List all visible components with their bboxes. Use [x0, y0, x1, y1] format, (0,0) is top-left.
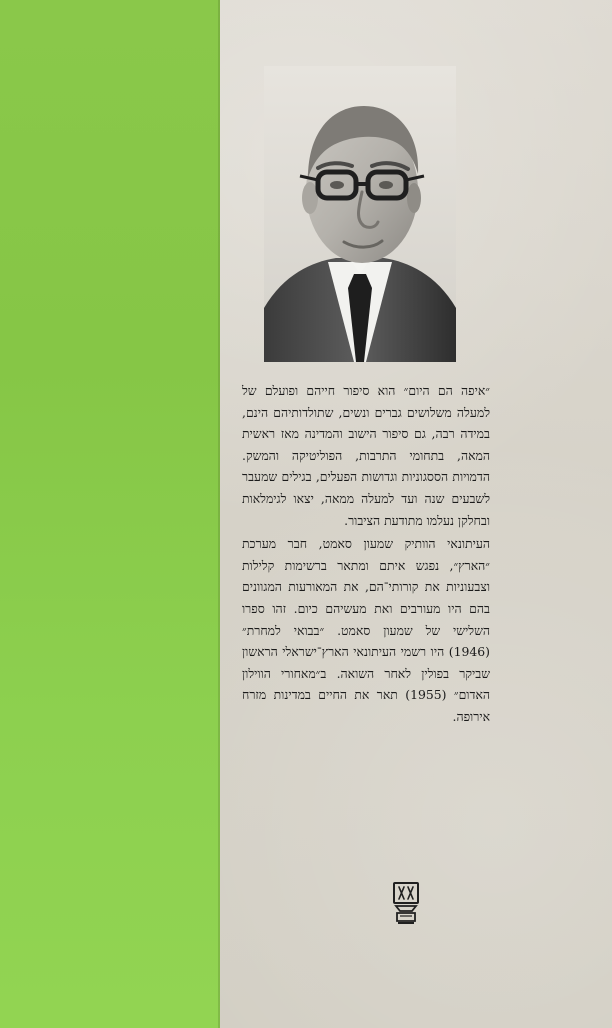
publisher-logo-icon [392, 882, 420, 926]
back-cover-blurb [242, 380, 490, 728]
blurb-paragraph-2: העיתונאי הוותיק שמעון סאמט, חבר מערכת ״הארץ״, נפגש איתם ומתאר ברשימות קלילות וצבעוניות את קורותי־הם, את המאורעות המגוונים בהם היו מעורבים ואת מעשיהם כיום. זהו ספרו השלישי של שמעון סאמט. ״בבואי למחרת״ (1946) היו רשמי העיתונאי הארץ־ישראלי הראשון שביקר בפולין לאחר השואה. ב״מאחורי הווילון האדום״ (1955) תאר את החיים במדינות מזרח אירופה. [242, 536, 491, 724]
author-portrait-photo [264, 66, 456, 362]
blurb-paragraph-1: ״איפה הם היום״ הוא סיפור חייהם ופועלם של למעלה משלושים גברים ונשים, שתולדותיהם הינם, במידה רבה, גם סיפור הישוב והמדינה מאז ראשית המאה, בתחומי התרבות, הפוליטיקה והמשק. הדמויות הססגוניות וגדושות הפעלים, בגילים שמעבר לשבעים שנה ועד למעלה ממאה, יצאו לגימלאות ובחלקן נעלמו מתודעת הציבור. [242, 383, 490, 528]
green-side-band [0, 0, 220, 1028]
paper-panel [220, 0, 612, 1028]
